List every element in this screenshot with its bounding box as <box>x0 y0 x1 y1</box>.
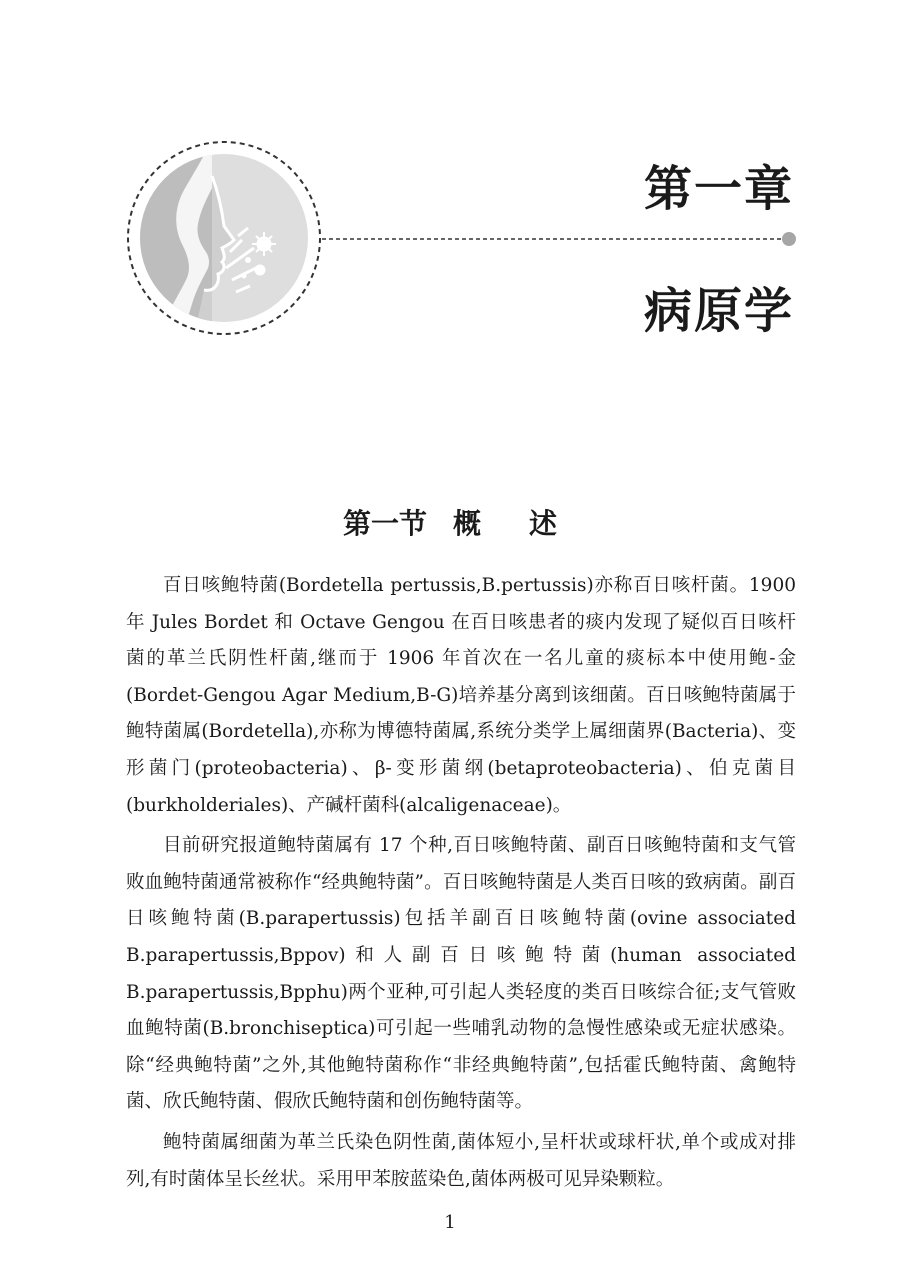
section-heading <box>0 502 900 542</box>
paragraph: 目前研究报道鲍特菌属有 17 个种,百日咳鲍特菌、副百日咳鲍特菌和支气管败血鲍特菌通常被称作“经典鲍特菌”。百日咳鲍特菌是人类百日咳的致病菌。副百日咳鲍特菌(B.parapertussis)包括羊副百日咳鲍特菌(ovine associated B.parapertussis,Bppov)和人副百日咳鲍特菌(human associated B.parapertussis,Bpphu)两个亚种,可引起人类轻度的类百日咳综合征;支气管败血鲍特菌(B.bronchiseptica)可引起一些哺乳动物的急慢性感染或无症状感染。除“经典鲍特菌”之外,其他鲍特菌称作“非经典鲍特菌”,包括霍氏鲍特菌、禽鲍特菌、欣氏鲍特菌、假欣氏鲍特菌和创伤鲍特菌等。 <box>126 835 796 1113</box>
paragraph: 百日咳鲍特菌(Bordetella pertussis,B.pertussis)亦称百日咳杆菌。1900 年 Jules Bordet 和 Octave Gengou 在百日咳患者的痰内发现了疑似百日咳杆菌的革兰氏阴性杆菌,继而于 1906 年首次在一名儿童的痰标本中使用鲍-金(Bordet-Gengou Agar Medium,B-G)培养基分离到该细菌。百日咳鲍特菌属于鲍特菌属(Bordetella),亦称为博德特菌属,系统分类学上属细菌界(Bacteria)、变形菌门(proteobacteria)、β-变形菌纲(betaproteobacteria)、伯克菌目(burkholderiales)、产碱杆菌科(alcaligenaceae)。 <box>126 575 796 816</box>
body-text <box>126 568 796 1202</box>
section-title-part2: 述 <box>529 507 558 540</box>
chapter-number: 第一章 <box>643 161 794 217</box>
paragraph: 鲍特菌属细菌为革兰氏染色阴性菌,菌体短小,呈杆状或球杆状,单个或成对排列,有时菌体呈长丝状。采用甲苯胺蓝染色,菌体两极可见异染颗粒。 <box>126 1131 796 1190</box>
chapter-title: 病原学 <box>643 283 794 339</box>
section-title-part1: 概 <box>452 507 481 540</box>
coughing-person-icon <box>126 140 322 336</box>
section-number: 第一节 <box>342 507 427 540</box>
page-number: 1 <box>444 1212 456 1233</box>
chapter-divider <box>322 231 798 247</box>
